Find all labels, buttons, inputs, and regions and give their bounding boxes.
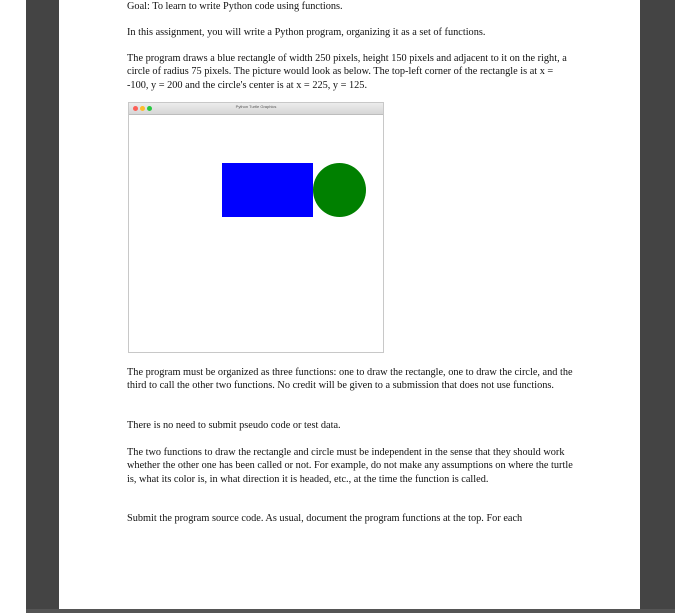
left-margin-bar [26, 0, 59, 613]
goal-text: Goal: To learn to write Python code using functions. [127, 1, 343, 12]
window-title: Python Turtle Graphics [235, 104, 277, 109]
intro-paragraph: In this assignment, you will write a Python program, organizing it as a set of functions. [127, 27, 486, 38]
green-circle [313, 163, 366, 217]
organization-paragraph: The program must be organized as three functions: one to draw the rectangle, one to draw the circle, and the third to call the other two functions. No credit will be given to a submission that does not use functions. [127, 367, 573, 392]
description-paragraph: The program draws a blue rectangle of width 250 pixels, height 150 pixels and adjacent to it on the right, a circle of radius 75 pixels. The picture would look as below. The top-left corner of the rectangle is at x = -100, y = 200 and the circle's center is at x = 225, y = 125. [127, 53, 567, 91]
window-titlebar [129, 103, 383, 115]
independence-paragraph: The two functions to draw the rectangle and circle must be independent in the sense that they should work whether the other one has been called or not. For example, do not make any assumptions on where the turtle is, what its color is, in what direction it is headed, etc., at the time the function is called. [127, 447, 573, 485]
right-margin-bar [640, 0, 675, 613]
no-pseudo-code-paragraph: There is no need to submit pseudo code or test data. [127, 420, 341, 431]
turtle-graphics-window [128, 102, 384, 353]
blue-rectangle [222, 163, 313, 217]
page-bottom-edge [26, 609, 675, 613]
turtle-canvas [129, 115, 383, 352]
submit-paragraph: Submit the program source code. As usual, document the program functions at the top. For each [127, 513, 523, 524]
